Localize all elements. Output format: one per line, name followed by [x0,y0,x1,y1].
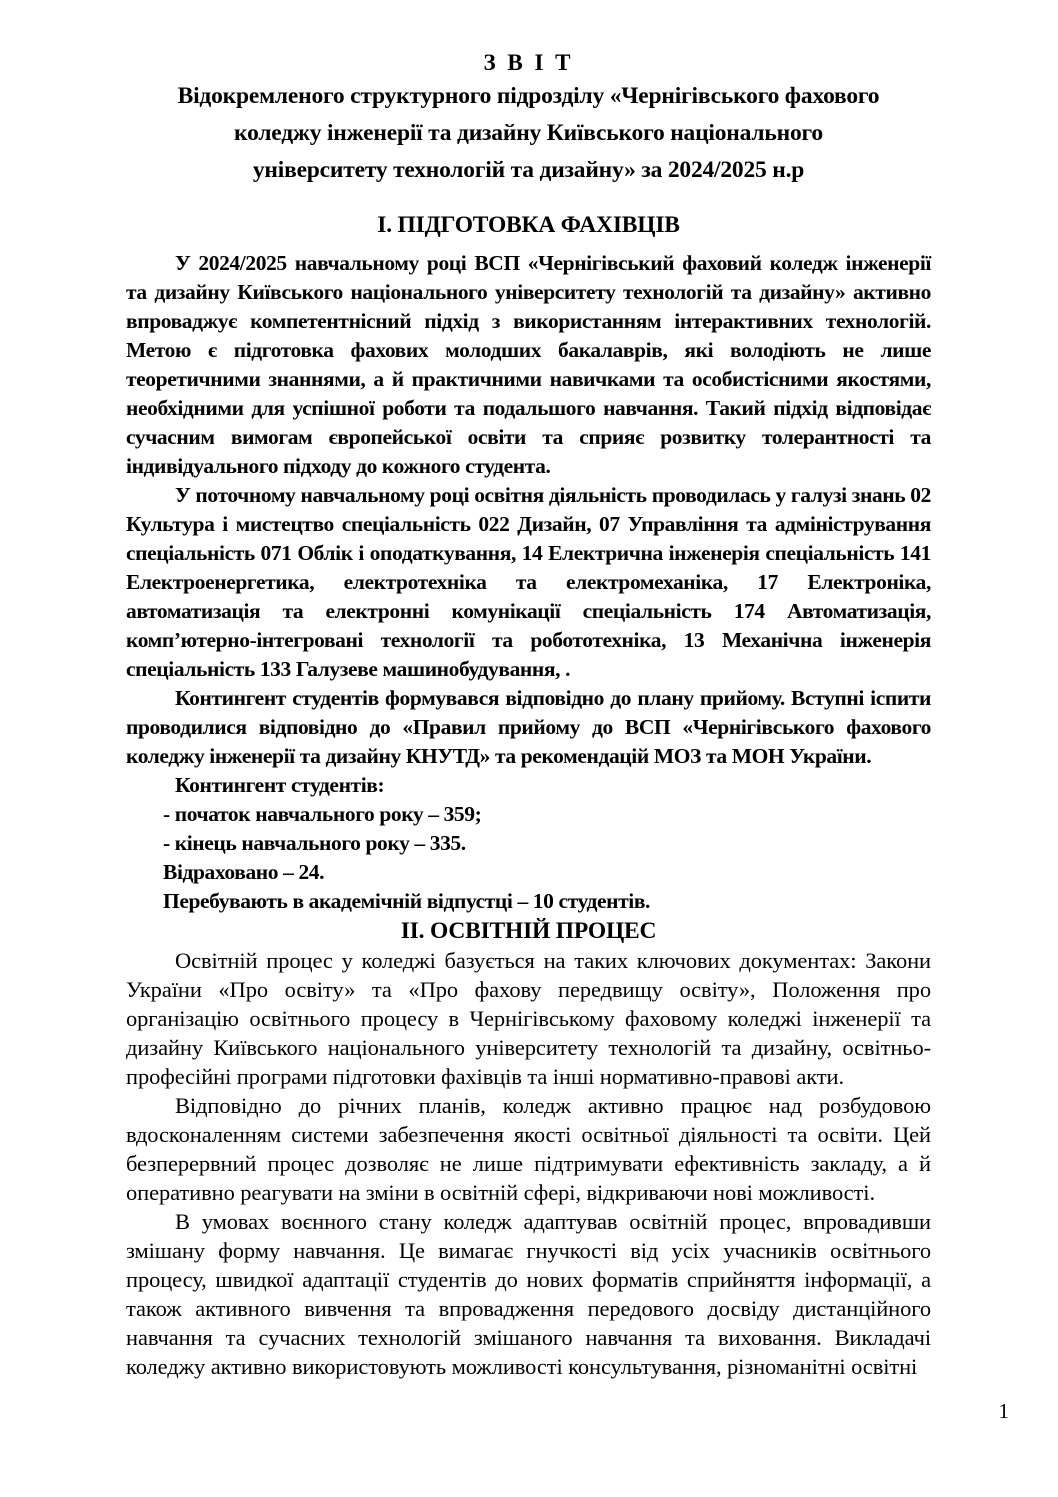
page-number: 1 [998,1399,1009,1423]
section-2 [126,916,931,1381]
contingent-list-label: Контингент студентів: [175,773,385,797]
document-subtitle-line-3: університету технологій та дизайну» за 2024/2025 н.р [252,157,805,183]
document-subtitle-line-2: коледжу інженерії та дизайну Київського національного [234,120,823,146]
document-subtitle-line-1: Відокремленого структурного підрозділу «Чернігівського фахового [177,83,880,109]
contingent-item-start-of-year: - початок навчального року – 359; [163,802,482,826]
contingent-item-end-of-year: - кінець навчального року – 335. [163,831,466,855]
section-2-paragraph-3: В умовах воєнного стану коледж адаптував освітній процес, впровадивши змішану форму навчання. Це вимагає гнучкості від усіх учасників освітнього процесу, швидкої адаптації студентів до нових форматів сприйняття інформації, а також активного вивчення та впровадження передового досвіду дистанційного навчання та сучасних технологій змішаного навчання та виховання. Викладачі коледжу активно використовують можливості консультування, різноманітні освітні [126,1209,931,1379]
section-2-paragraph-1: Освітній процес у коледжі базується на таких ключових документах: Закони України «Про освіту» та «Про фахову передвищу освіту», Положення про організацію освітнього процесу в Чернігівському фаховому коледжі інженерії та дизайну Київського національного університету технологій та дизайну, освітньо-професійні програми підготовки фахівців та інші нормативно-правові акти. [126,948,931,1089]
section-1-paragraph-3: Контингент студентів формувався відповідно до плану прийому. Вступні іспити проводилися відповідно до «Правил прийому до ВСП «Чернігівського фахового коледжу інженерії та дизайну КНУТД» та рекомендацій МОЗ та МОН України. [126,686,931,768]
section-2-heading: ІІ. ОСВІТНІЙ ПРОЦЕС [400,918,657,944]
page-content [126,48,931,1381]
section-1-paragraph-1: У 2024/2025 навчальному році ВСП «Чернігівський фаховий коледж інженерії та дизайну Київського національного університету технологій та дизайну» активно впроваджує компетентнісний підхід з використанням інтерактивних технологій. Метою є підготовка фахових молодших бакалаврів, які володіють не лише теоретичними знаннями, а й практичними навичками та особистісними якостями, необхідними для успішної роботи та подальшого навчання. Такий підхід відповідає сучасним вимогам європейської освіти та сприяє розвитку толерантності та індивідуального підходу до кожного студента. [126,251,931,478]
section-2-paragraph-2: Відповідно до річних планів, коледж активно працює над розбудовою вдосконаленням системи забезпечення якості освітньої діяльності та освіти. Цей безперервний процес дозволяє не лише підтримувати ефективність закладу, а й оперативно реагувати на зміни в освітній сфері, відкриваючи нові можливості. [126,1093,931,1205]
section-1 [126,210,931,916]
contingent-item-academic-leave: Перебувають в академічній відпустці – 10 студентів. [163,889,651,913]
contingent-item-expelled: Відраховано – 24. [163,860,325,884]
section-1-paragraph-2: У поточному навчальному році освітня діяльність проводилась у галузі знань 02 Культура і мистецтво спеціальність 022 Дизайн, 07 Управління та адміністрування спеціальність 071 Облік і оподаткування, 14 Електрична інженерія спеціальність 141 Електроенергетика, електротехніка та електромеханіка, 17 Електроніка, автоматизація та електронні комунікації спеціальність 174 Автоматизація, комп’ютерно-інтегровані технології та робототехніка, 13 Механічна інженерія спеціальність 133 Галузеве машинобудування, . [126,483,931,681]
section-1-heading: І. ПІДГОТОВКА ФАХІВЦІВ [377,212,680,238]
document-title: З В І Т [483,50,574,75]
